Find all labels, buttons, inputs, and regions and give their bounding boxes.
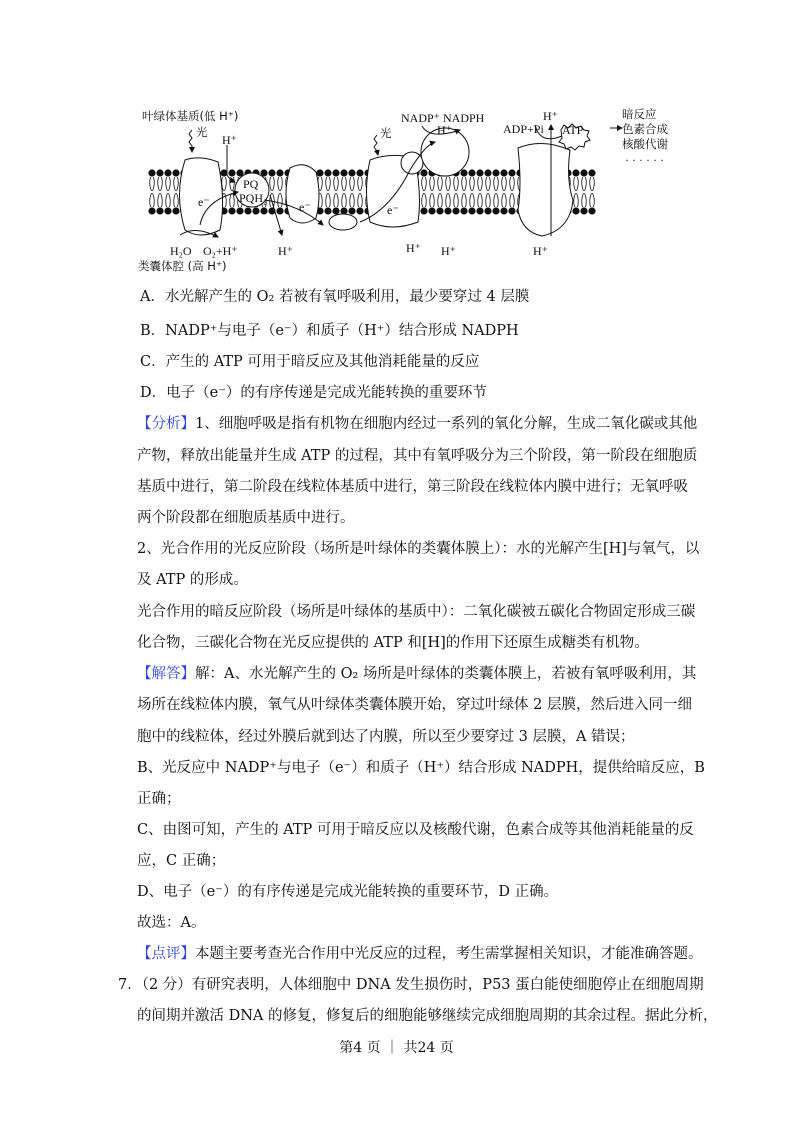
- analysis-text: 1、细胞呼吸是指有机物在细胞内经过一系列的氧化分解，生成二氧化碳或其他: [195, 416, 698, 432]
- comment-text: 本题主要考查光合作用中光反应的过程，考生需掌握相关知识，才能准确答题。: [195, 946, 703, 962]
- pqh2-label: PQH₂: [239, 191, 268, 205]
- question-7-line: 7．（2 分）有研究表明，人体细胞中 DNA 发生损伤时，P53 蛋白能使细胞停止在细胞周期: [118, 977, 704, 993]
- lumen-label: 类囊体腔 (高 H⁺): [138, 259, 227, 273]
- atp-label: ATP: [562, 123, 584, 137]
- answer-tag: 【解答】: [137, 666, 195, 682]
- page-footer: 第4 页 ｜ 共24 页: [339, 1040, 454, 1056]
- plastocyanin: [329, 214, 357, 230]
- h-plus-label: H⁺: [278, 244, 293, 258]
- use-dark-reaction: 暗反应: [622, 107, 657, 121]
- h-plus-label: H⁺: [533, 244, 548, 258]
- option-d: D．电子（e⁻）的有序传递是完成光能转换的重要环节: [140, 385, 487, 401]
- stroma-label: 叶绿体基质(低 H⁺): [142, 109, 239, 123]
- light-label: 光: [380, 126, 392, 140]
- h-plus-label: H⁺: [441, 244, 456, 258]
- answer-line: 胞中的线粒体，经过外膜后就到达了内膜，所以至少要穿过 3 层膜，A 错误；: [137, 729, 635, 745]
- atp-synthase: [518, 143, 573, 236]
- analysis-line: 基质中进行，第二阶段在线粒体基质中进行，第三阶段在线粒体内膜中进行；无氧呼吸: [137, 479, 688, 495]
- h-plus-label: H⁺: [406, 241, 421, 255]
- thylakoid-membrane-diagram: [130, 100, 690, 280]
- use-ellipsis: · · · · · ·: [625, 153, 664, 167]
- answer-line: C、由图可知，产生的 ATP 可用于暗反应以及核酸代谢，色素合成等其他消耗能量的反: [137, 822, 694, 838]
- water-label: H₂O: [170, 244, 192, 258]
- pq-label: PQ: [243, 177, 259, 191]
- h-plus-label: H⁺: [543, 109, 558, 123]
- analysis-line: [137, 414, 698, 434]
- answer-line: [137, 664, 697, 684]
- answer-line: B、光反应中 NADP⁺与电子（e⁻）和质子（H⁺）结合形成 NADPH，提供给暗反应，B: [137, 760, 705, 776]
- option-c: C．产生的 ATP 可用于暗反应及其他消耗能量的反应: [140, 354, 480, 370]
- electron-label: e⁻: [299, 200, 311, 214]
- analysis-line: 两个阶段都在细胞质基质中进行。: [137, 510, 355, 526]
- analysis-tag: 【分析】: [137, 416, 195, 432]
- comment-line: [137, 944, 703, 964]
- oxygen-label: O₂+H⁺: [203, 244, 238, 258]
- answer-line: 场所在线粒体内膜，氧气从叶绿体类囊体膜开始，穿过叶绿体 2 层膜，然后进入同一细: [137, 697, 692, 713]
- answer-line: D、电子（e⁻）的有序传递是完成光能转换的重要环节，D 正确。: [137, 884, 559, 900]
- question-7-line: 的间期并激活 DNA 的修复，修复后的细胞能够继续完成细胞周期的其余过程。据此分析，: [137, 1008, 718, 1024]
- answer-line: 故选：A。: [137, 915, 206, 931]
- nadp-label: NADP⁺ NADPH: [401, 111, 485, 125]
- h-plus-label: H⁺: [437, 123, 452, 137]
- analysis-line: 2、光合作用的光反应阶段（场所是叶绿体的类囊体膜上）：水的光解产生[H]与氧气，以: [137, 541, 700, 557]
- analysis-line: 及 ATP 的形成。: [137, 572, 248, 588]
- adp-pi-label: ADP+Pi: [503, 122, 544, 136]
- electron-label: e⁻: [387, 203, 399, 217]
- answer-line: 应，C 正确；: [137, 853, 226, 869]
- answer-text: 解：A、水光解产生的 O₂ 场所是叶绿体的类囊体膜上，若被有氧呼吸利用，其: [195, 666, 697, 682]
- analysis-line: 光合作用的暗反应阶段（场所是叶绿体的基质中）：二氧化碳被五碳化合物固定形成三碳: [137, 604, 696, 620]
- answer-line: 正确；: [137, 791, 181, 807]
- option-b: B．NADP⁺与电子（e⁻）和质子（H⁺）结合形成 NADPH: [140, 323, 519, 339]
- option-a: A．水光解产生的 O₂ 若被有氧呼吸利用，最少要穿过 4 层膜: [140, 289, 530, 305]
- comment-tag: 【点评】: [137, 946, 195, 962]
- use-nucleic-acid-metabolism: 核酸代谢: [622, 137, 668, 151]
- analysis-line: 产物，释放出能量并生成 ATP 的过程，其中有氧呼吸分为三个阶段，第一阶段在细胞质: [137, 448, 698, 464]
- analysis-line: 化合物，三碳化合物在光反应提供的 ATP 和[H]的作用下还原生成糖类有机物。: [137, 635, 649, 651]
- cytochrome-complex: [286, 165, 319, 223]
- electron-label: e⁻: [198, 195, 210, 209]
- use-pigment-synthesis: 色素合成: [622, 122, 668, 136]
- h-plus-label: H⁺: [222, 133, 237, 147]
- light-label: 光: [196, 125, 208, 139]
